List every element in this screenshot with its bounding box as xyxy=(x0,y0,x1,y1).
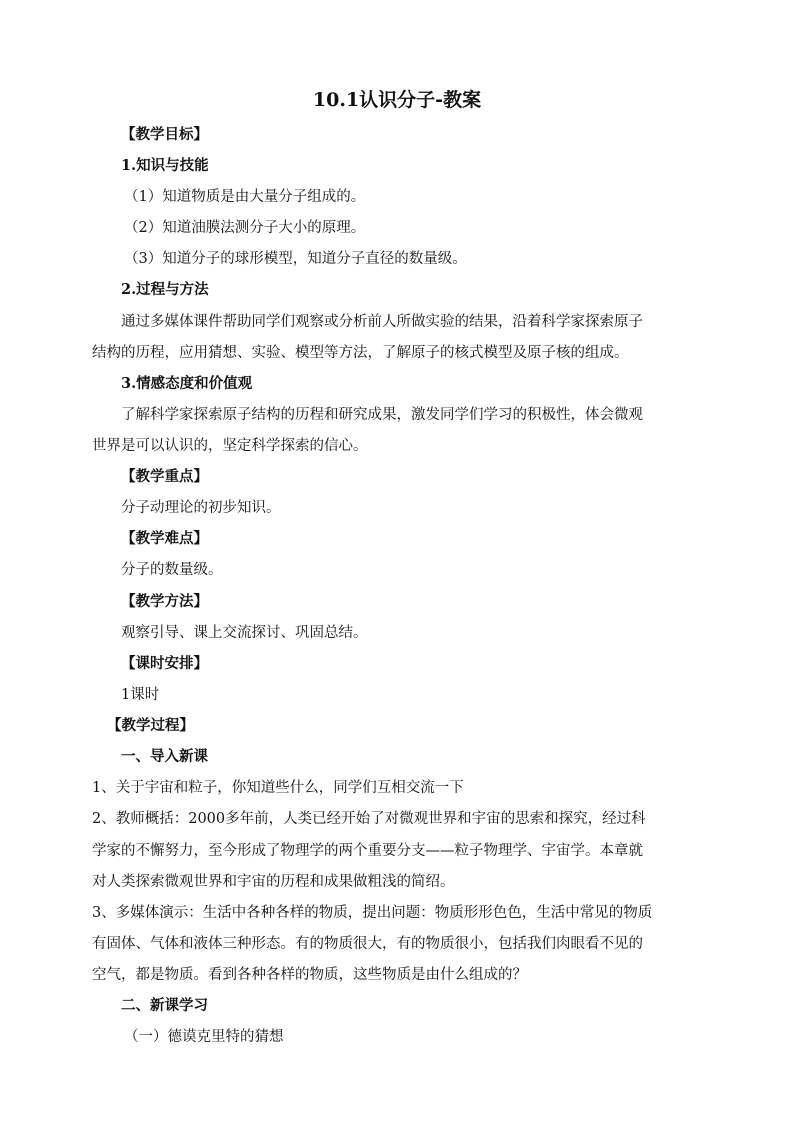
intro-item-2-line-3: 对人类探索微观世界和宇宙的历程和成果做粗浅的简绍。 xyxy=(92,874,455,890)
knowledge-item-1: （1）知道物质是由大量分子组成的。 xyxy=(124,189,366,205)
heading-teaching-methods: 【教学方法】 xyxy=(121,593,208,610)
section-title-introduction: 一、导入新课 xyxy=(121,748,208,765)
intro-item-3-line-3: 空气，都是物质。看到各种各样的物质，这些物质是由什么组成的？ xyxy=(92,967,527,983)
attitude-text-line-1: 了解科学家探索原子结构的历程和研究成果，激发同学们学习的积极性，体会微观 xyxy=(121,407,643,423)
knowledge-item-3: （3）知道分子的球形模型，知道分子直径的数量级。 xyxy=(124,251,467,267)
process-text-line-1: 通过多媒体课件帮助同学们观察或分析前人所做实验的结果，沿着科学家探索原子 xyxy=(121,314,643,330)
difficult-points-text: 分子的数量级。 xyxy=(121,562,223,578)
heading-class-schedule: 【课时安排】 xyxy=(121,655,208,672)
heading-attitude-values: 3.情感态度和价值观 xyxy=(121,375,253,392)
heading-difficult-points: 【教学难点】 xyxy=(121,530,208,547)
heading-knowledge-skills: 1.知识与技能 xyxy=(121,157,209,174)
intro-item-3-line-2: 有固体、气体和液体三种形态。有的物质很大，有的物质很小，包括我们肉眼看不见的 xyxy=(92,936,643,952)
intro-item-1: 1、关于宇宙和粒子，你知道些什么，同学们互相交流一下 xyxy=(92,780,464,796)
section-title-new-lesson: 二、新课学习 xyxy=(121,997,208,1014)
key-points-text: 分子动理论的初步知识。 xyxy=(121,500,281,516)
subsection-democritus: （一）德谟克里特的猜想 xyxy=(124,1029,284,1045)
heading-teaching-process: 【教学过程】 xyxy=(107,717,194,734)
intro-item-2-line-2: 学家的不懈努力，至今形成了物理学的两个重要分支——粒子物理学、宇宙学。本章就 xyxy=(92,843,643,859)
heading-key-points: 【教学重点】 xyxy=(121,468,208,485)
teaching-methods-text: 观察引导、课上交流探讨、巩固总结。 xyxy=(121,625,368,641)
knowledge-item-2: （2）知道油膜法测分子大小的原理。 xyxy=(124,220,366,236)
heading-process-methods: 2.过程与方法 xyxy=(121,281,209,298)
heading-teaching-goals: 【教学目标】 xyxy=(121,126,208,143)
intro-item-2-line-1: 2、教师概括：2000多年前，人类已经开始了对微观世界和宇宙的思索和探究，经过科 xyxy=(92,811,646,827)
attitude-text-line-2: 世界是可以认识的，坚定科学探索的信心。 xyxy=(92,438,368,454)
class-schedule-text: 1课时 xyxy=(121,687,160,703)
process-text-line-2: 结构的历程，应用猜想、实验、模型等方法，了解原子的核式模型及原子核的组成。 xyxy=(92,345,629,361)
page-title: 10.1认识分子-教案 xyxy=(312,89,482,111)
intro-item-3-line-1: 3、多媒体演示：生活中各种各样的物质，提出问题：物质形形色色，生活中常见的物质 xyxy=(92,905,653,921)
